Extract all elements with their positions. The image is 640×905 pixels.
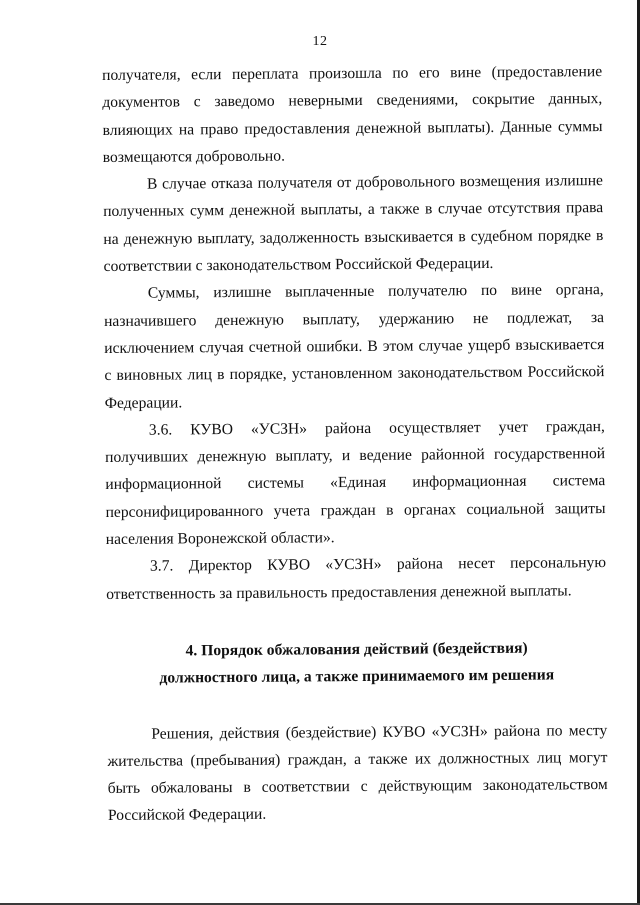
paragraph-overpayment-refund: получателя, если переплата произошла по его вине (предоставление документов с заведомо неверными сведениями, сокрытие данных, влияющих на право предоставления денежной выплаты). Данные суммы возмещаются добровольно.: [102, 63, 603, 166]
document-body: [102, 58, 608, 830]
section-heading-line-2: должностного лица, а также принимаемого им решения: [159, 666, 555, 687]
section-4-heading: [107, 634, 607, 693]
paragraph-refusal-refund: В случае отказа получателя от добровольного возмещения излишне полученных сумм денежной выплаты, а также в случае отсутствия права на денежную выплату, задолженность взыскивается в судебном порядке в соответствии с законодательством Российской Федерации.: [103, 172, 604, 276]
paragraph-appeal: Решения, действия (бездействие) КУВО «УСЗН» района по месту жительства (пребывания) граждан, а также их должностных лиц могут быть обжалованы в соответствии с действующим законодательством Российской Федерации.: [107, 721, 608, 825]
page-number: 12: [312, 34, 328, 49]
paragraph-authority-error: Суммы, излишне выплаченные получателю по вине органа, назначившего денежную выплату, удержанию не подлежат, за исключением случая счетной ошибки. В этом случае ущерб взыскивается с виновных лиц в порядке, установленном законодательством Российской Федерации.: [103, 281, 605, 412]
paragraph-3-6: 3.6. КУВО «УСЗН» района осуществляет учет граждан, получивших денежную выплату, и ведение районной государственной информационной системы «Единая информационная система персонифицированного учета граждан в органах социальной защиты населения Воронежской области».: [105, 417, 606, 549]
paragraph-3-7: 3.7. Директор КУВО «УСЗН» района несет персональную ответственность за правильность предоставления денежной выплаты.: [106, 554, 607, 603]
section-heading-line-1: 4. Порядок обжалования действий (бездействия): [185, 639, 528, 660]
